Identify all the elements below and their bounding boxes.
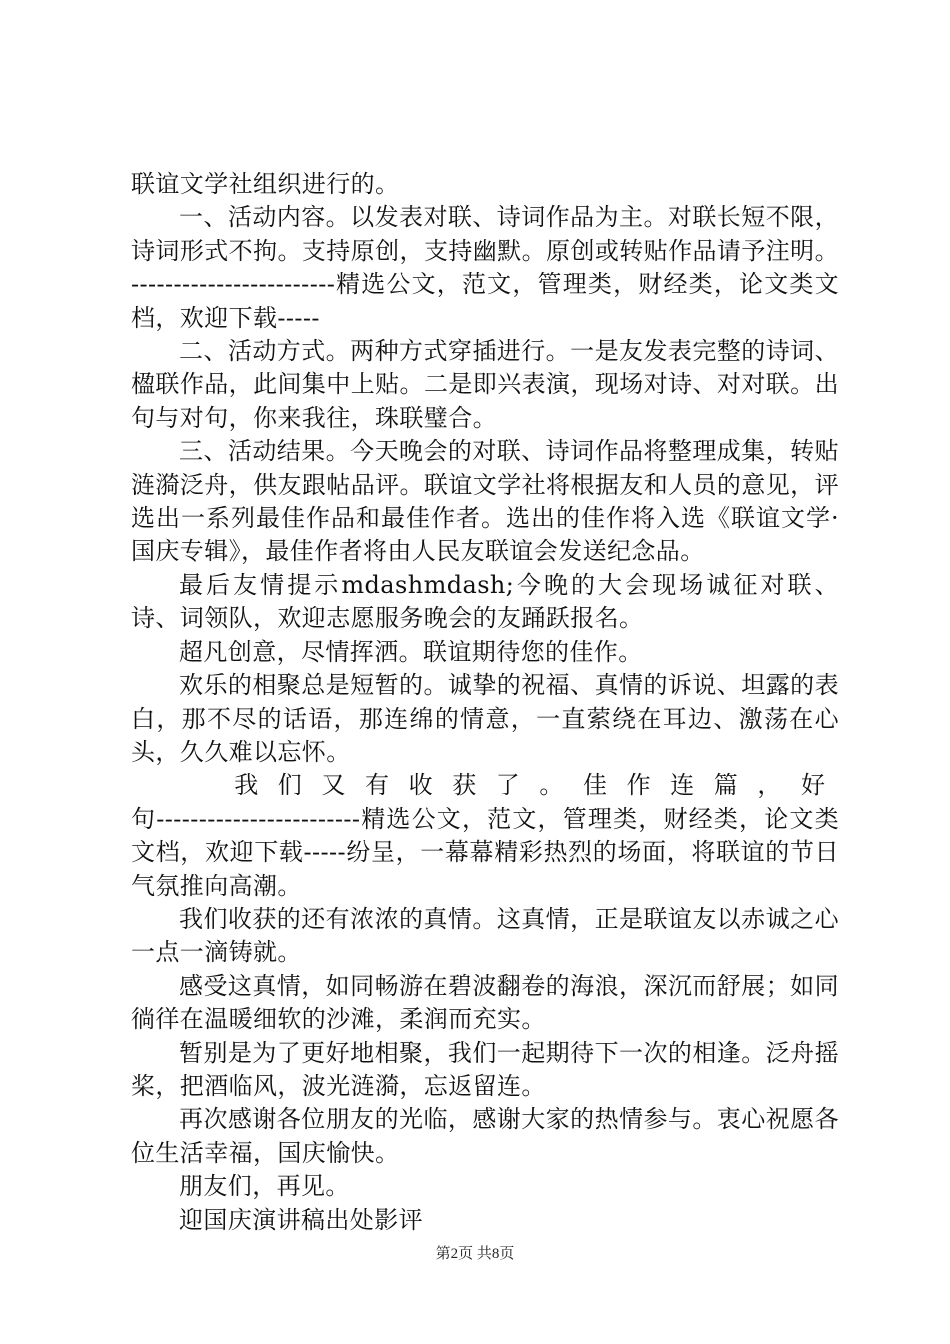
paragraph-harvest-line: 我们又有收获了。佳作连篇，好 bbox=[234, 771, 839, 800]
document-body bbox=[131, 168, 839, 1237]
paragraph-true-feelings: 我们收获的还有浓浓的真情。这真情，正是联谊友以赤诚之心一点一滴铸就。 bbox=[131, 904, 839, 967]
page-number-footer: 第2页 共8页 bbox=[435, 1246, 515, 1262]
paragraph-activity-result: 三、活动结果。今天晚会的对联、诗词作品将整理成集，转贴涟漪泛舟，供友跟帖品评。联谊文学社将根据友和人员的意见，评选出一系列最佳作品和最佳作者。选出的佳作将入选《联谊文学·国庆专辑》，最佳作者将由人民友联谊会发送纪念品。 bbox=[131, 437, 839, 566]
paragraph-harvest-continued: 句------------------------精选公文，范文，管理类，财经类，论文类文档，欢迎下载-----纷呈，一幕幕精彩热烈的场面，将联谊的节日气氛推向高潮。 bbox=[131, 804, 839, 900]
paragraph-feel: 感受这真情，如同畅游在碧波翻卷的海浪，深沉而舒展；如同徜徉在温暖细软的沙滩，柔润而充实。 bbox=[131, 971, 839, 1034]
paragraph-goodbye: 朋友们，再见。 bbox=[179, 1172, 350, 1201]
paragraph-creativity: 超凡创意，尽情挥洒。联谊期待您的佳作。 bbox=[179, 637, 643, 666]
paragraph-reminder: 最后友情提示mdashmdash;今晚的大会现场诚征对联、诗、词领队，欢迎志愿服务晚会的友踊跃报名。 bbox=[131, 570, 839, 633]
paragraph-activity-content: 一、活动内容。以发表对联、诗词作品为主。对联长短不限，诗词形式不拘。支持原创，支持幽默。原创或转贴作品请予注明。------------------------精选公文，范文，管理类，财经类，论文类文档，欢迎下载----- bbox=[131, 203, 839, 332]
paragraph-source: 迎国庆演讲稿出处影评 bbox=[179, 1205, 423, 1234]
paragraph-gathering: 欢乐的相聚总是短暂的。诚挚的祝福、真情的诉说、坦露的表白，那不尽的话语，那连绵的情意，一直萦绕在耳边、激荡在心头，久久难以忘怀。 bbox=[131, 671, 839, 766]
paragraph-farewell: 暂别是为了更好地相聚，我们一起期待下一次的相逢。泛舟摇桨，把酒临风，波光涟漪，忘返留连。 bbox=[131, 1038, 839, 1100]
paragraph-thanks: 再次感谢各位朋友的光临，感谢大家的热情参与。衷心祝愿各位生活幸福，国庆愉快。 bbox=[131, 1105, 839, 1167]
paragraph-0: 联谊文学社组织进行的。 bbox=[131, 170, 400, 198]
paragraph-activity-method: 二、活动方式。两种方式穿插进行。一是友发表完整的诗词、楹联作品，此间集中上贴。二是即兴表演，现场对诗、对对联。出句与对句，你来我往，珠联璧合。 bbox=[131, 337, 839, 432]
